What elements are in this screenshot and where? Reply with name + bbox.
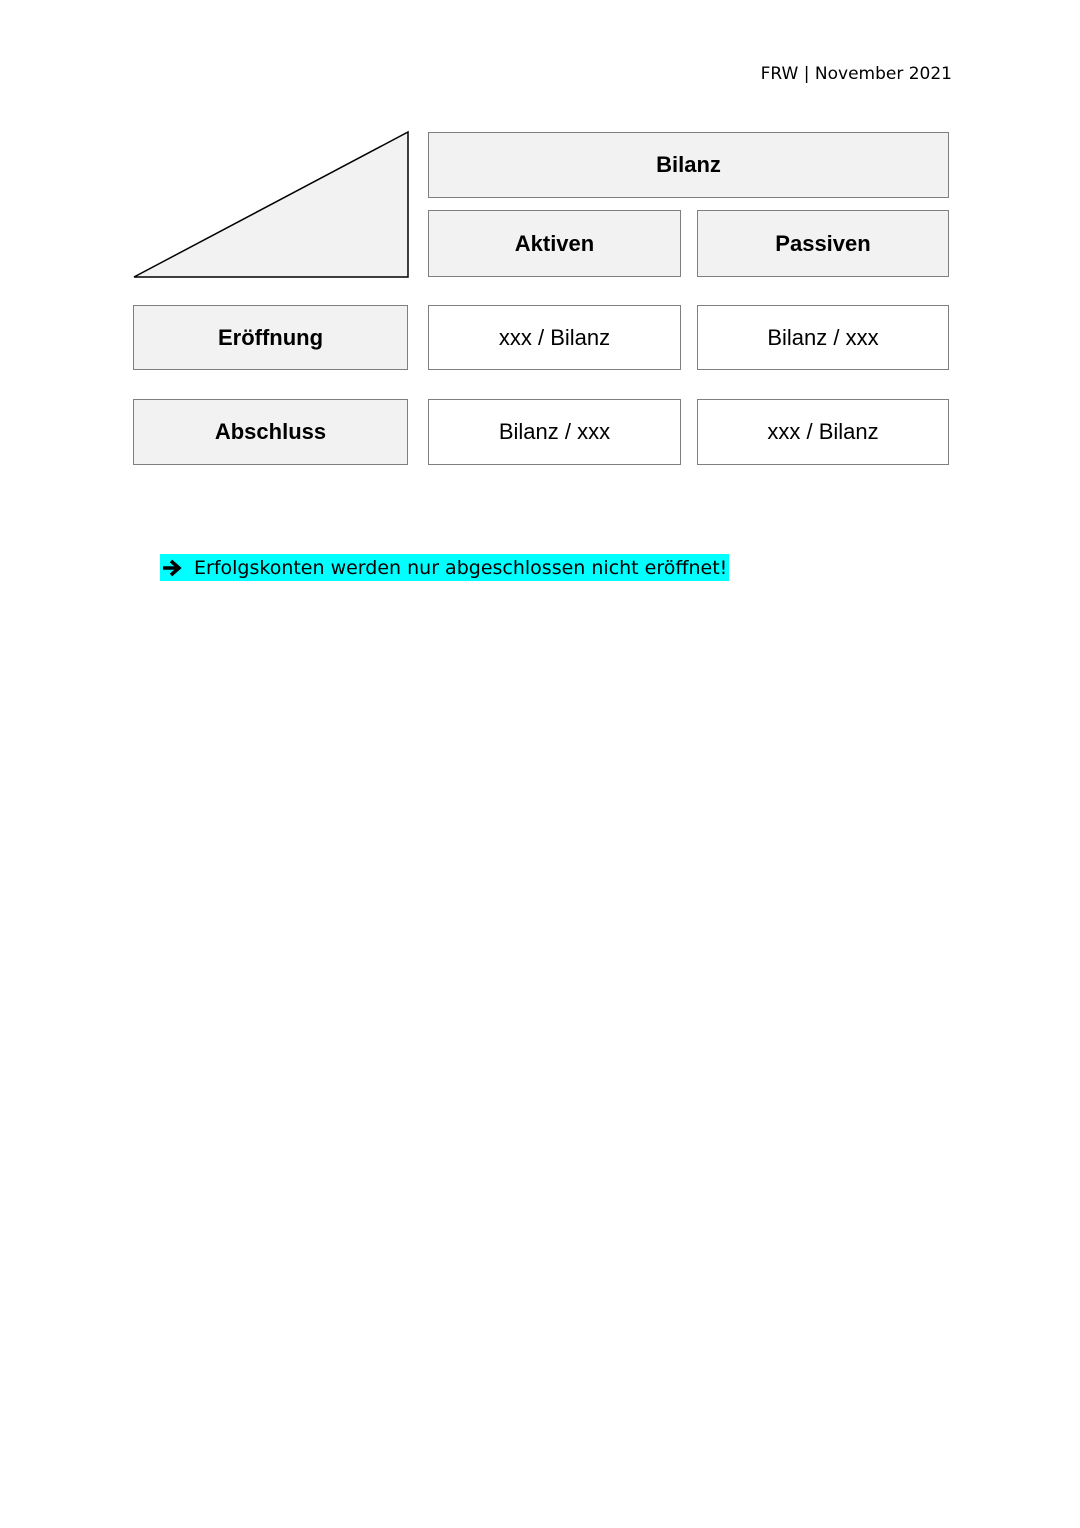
row-label-abschluss: Abschluss [133,399,408,465]
corner-triangle-shape [132,130,410,280]
cell-abschluss-passiven: xxx / Bilanz [697,399,949,465]
column-header-aktiven: Aktiven [428,210,681,277]
note-text: Erfolgskonten werden nur abgeschlossen nicht eröffnet! [194,556,728,579]
page-header: FRW | November 2021 [760,64,952,84]
cell-eroeffnung-aktiven: xxx / Bilanz [428,305,681,370]
cell-abschluss-aktiven: Bilanz / xxx [428,399,681,465]
column-header-passiven: Passiven [697,210,949,277]
right-arrow-icon [160,559,194,577]
cell-eroeffnung-passiven: Bilanz / xxx [697,305,949,370]
row-label-eroeffnung: Eröffnung [133,305,408,370]
highlighted-note [160,554,729,581]
table-title-bilanz: Bilanz [428,132,949,198]
